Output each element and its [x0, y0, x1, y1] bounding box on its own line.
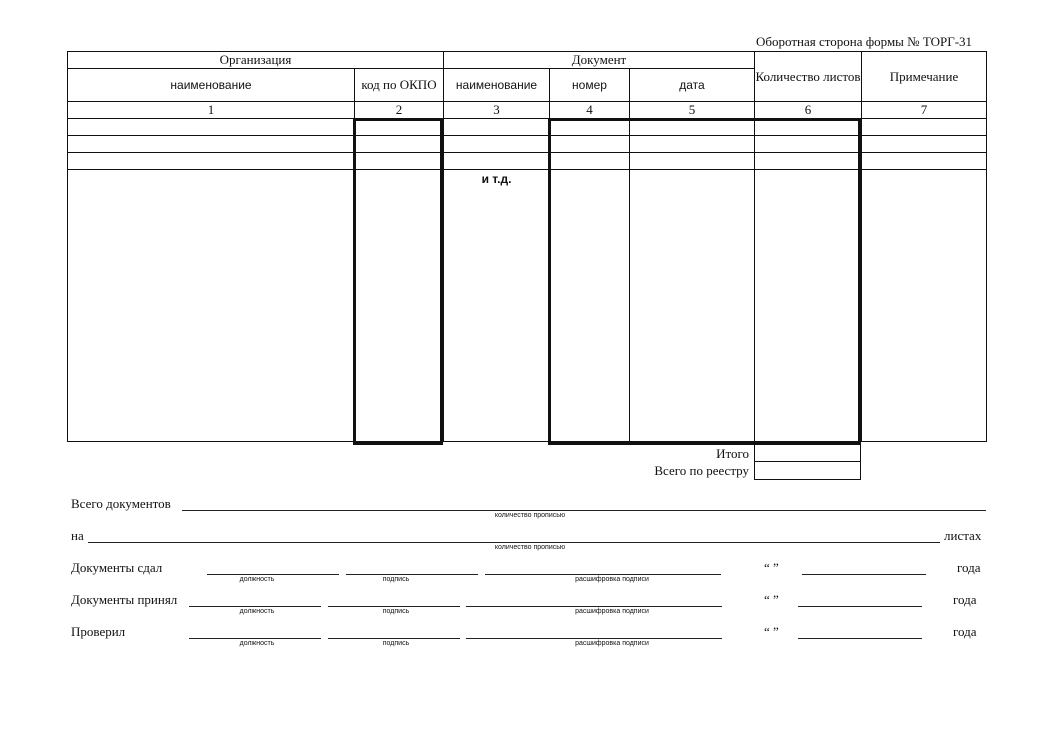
doc-date-header: дата [630, 69, 755, 102]
total-value-cell [754, 444, 861, 462]
accepted-year-label: года [953, 592, 977, 607]
org-name-header: наименование [68, 69, 355, 102]
handed-position-caption: должность [239, 576, 275, 583]
words-caption-2: количество прописью [494, 544, 566, 551]
registry-total-value-cell [754, 461, 861, 480]
total-docs-line [182, 510, 986, 511]
checked-signature-caption: подпись [382, 640, 410, 647]
accepted-decoding-line [466, 606, 722, 607]
checked-position-line [189, 638, 321, 639]
note-header: Примечание [862, 52, 987, 102]
etc-text: и т.д. [481, 172, 512, 186]
on-label: на [71, 528, 84, 543]
checked-year-label: года [953, 624, 977, 639]
handed-date-quotes: “ ” [764, 560, 779, 575]
org-group-header: Организация [68, 52, 444, 69]
checked-decoding-line [466, 638, 722, 639]
col-number-1: 1 [68, 102, 355, 119]
accepted-signature-line [328, 606, 460, 607]
checked-signature-line [328, 638, 460, 639]
col-number-6: 6 [755, 102, 862, 119]
sheets-label: листах [944, 528, 982, 543]
handed-decoding-line [485, 574, 721, 575]
handed-over-label: Документы сдал [71, 560, 163, 575]
doc-name-header: наименование [444, 69, 550, 102]
registry-table [67, 51, 987, 442]
checked-label: Проверил [71, 624, 126, 639]
handed-date-line [802, 574, 926, 575]
col-number-3: 3 [444, 102, 550, 119]
words-caption-1: количество прописью [494, 512, 566, 519]
accepted-date-line [798, 606, 922, 607]
accepted-signature-caption: подпись [382, 608, 410, 615]
doc-group-header: Документ [444, 52, 755, 69]
checked-date-quotes: “ ” [764, 624, 779, 639]
checked-position-caption: должность [239, 640, 275, 647]
table-row [68, 170, 987, 442]
handed-decoding-caption: расшифровка подписи [575, 576, 649, 583]
sheets-words-line [88, 542, 940, 543]
form-title: Оборотная сторона формы № ТОРГ-31 [756, 34, 973, 49]
table-row [68, 119, 987, 136]
total-docs-label: Всего документов [71, 496, 171, 511]
okpo-code-header: код по ОКПО [355, 69, 444, 102]
checked-decoding-caption: расшифровка подписи [575, 640, 649, 647]
table-row [68, 153, 987, 170]
table-row [68, 136, 987, 153]
sheets-count-header: Количество листов [755, 52, 862, 102]
handed-signature-line [346, 574, 478, 575]
registry-total-label: Всего по реестру [654, 463, 749, 478]
handed-signature-caption: подпись [382, 576, 410, 583]
handed-year-label: года [957, 560, 981, 575]
total-label: Итого [716, 446, 749, 461]
doc-number-header: номер [550, 69, 630, 102]
accepted-label: Документы принял [71, 592, 178, 607]
col-number-2: 2 [355, 102, 444, 119]
accepted-decoding-caption: расшифровка подписи [575, 608, 649, 615]
accepted-position-caption: должность [239, 608, 275, 615]
handed-position-line [207, 574, 339, 575]
checked-date-line [798, 638, 922, 639]
accepted-date-quotes: “ ” [764, 592, 779, 607]
col-number-4: 4 [550, 102, 630, 119]
col-number-5: 5 [630, 102, 755, 119]
col-number-7: 7 [862, 102, 987, 119]
accepted-position-line [189, 606, 321, 607]
